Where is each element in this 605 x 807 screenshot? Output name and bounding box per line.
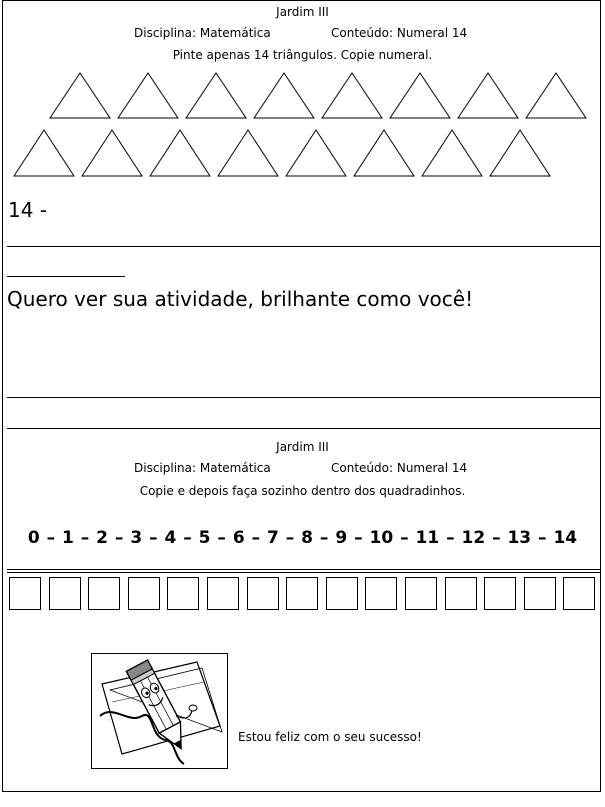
caption-text: Estou feliz com o seu sucesso! xyxy=(238,730,422,744)
triangle-shape xyxy=(422,130,482,176)
writing-box xyxy=(247,577,279,610)
triangle-shape xyxy=(118,73,178,118)
triangle-shape xyxy=(186,73,246,118)
section-divider-1 xyxy=(7,397,600,398)
sequence-underline xyxy=(7,569,600,570)
triangle-shape xyxy=(150,130,210,176)
triangle-shape xyxy=(354,130,414,176)
writing-box xyxy=(207,577,239,610)
triangle-shape xyxy=(322,73,382,118)
bottom-title: Jardim III xyxy=(276,440,329,454)
number-sequence: 0 – 1 – 2 – 3 – 4 – 5 – 6 – 7 – 8 – 9 – 10 – 11 – 12 – 13 – 14 xyxy=(27,528,578,548)
top-instruction: Pinte apenas 14 triângulos. Copie numeral. xyxy=(172,48,433,62)
writing-box xyxy=(365,577,397,610)
triangle-shape xyxy=(50,73,110,118)
section-divider-2 xyxy=(7,428,600,429)
triangle-shape xyxy=(526,73,586,118)
writing-box xyxy=(128,577,160,610)
top-title: Jardim III xyxy=(276,5,329,19)
writing-box xyxy=(405,577,437,610)
numeral-label: 14 - xyxy=(8,198,48,222)
writing-line-1 xyxy=(7,246,600,247)
writing-box xyxy=(524,577,556,610)
writing-box xyxy=(484,577,516,610)
writing-box xyxy=(445,577,477,610)
top-content: Conteúdo: Numeral 14 xyxy=(331,26,468,40)
bottom-content: Conteúdo: Numeral 14 xyxy=(331,461,468,475)
sequence-underline-2 xyxy=(7,572,600,573)
motto-text: Quero ver sua atividade, brilhante como você! xyxy=(7,287,474,311)
bottom-instruction: Copie e depois faça sozinho dentro dos quadradinhos. xyxy=(139,484,466,498)
triangle-shape xyxy=(458,73,518,118)
triangle-shape xyxy=(82,130,142,176)
triangle-shape xyxy=(286,130,346,176)
bottom-discipline: Disciplina: Matemática xyxy=(134,461,271,475)
writing-box xyxy=(167,577,199,610)
writing-box xyxy=(286,577,318,610)
writing-box xyxy=(326,577,358,610)
triangle-shape xyxy=(490,130,550,176)
top-discipline: Disciplina: Matemática xyxy=(134,26,271,40)
pencil-character-icon xyxy=(91,653,228,769)
triangle-shape xyxy=(218,130,278,176)
triangle-shape xyxy=(14,130,74,176)
triangle-shape xyxy=(254,73,314,118)
writing-box xyxy=(49,577,81,610)
writing-box xyxy=(88,577,120,610)
writing-line-short xyxy=(7,276,125,277)
writing-box xyxy=(9,577,41,610)
triangle-shape xyxy=(390,73,450,118)
writing-box xyxy=(563,577,595,610)
triangles-area xyxy=(0,0,605,190)
